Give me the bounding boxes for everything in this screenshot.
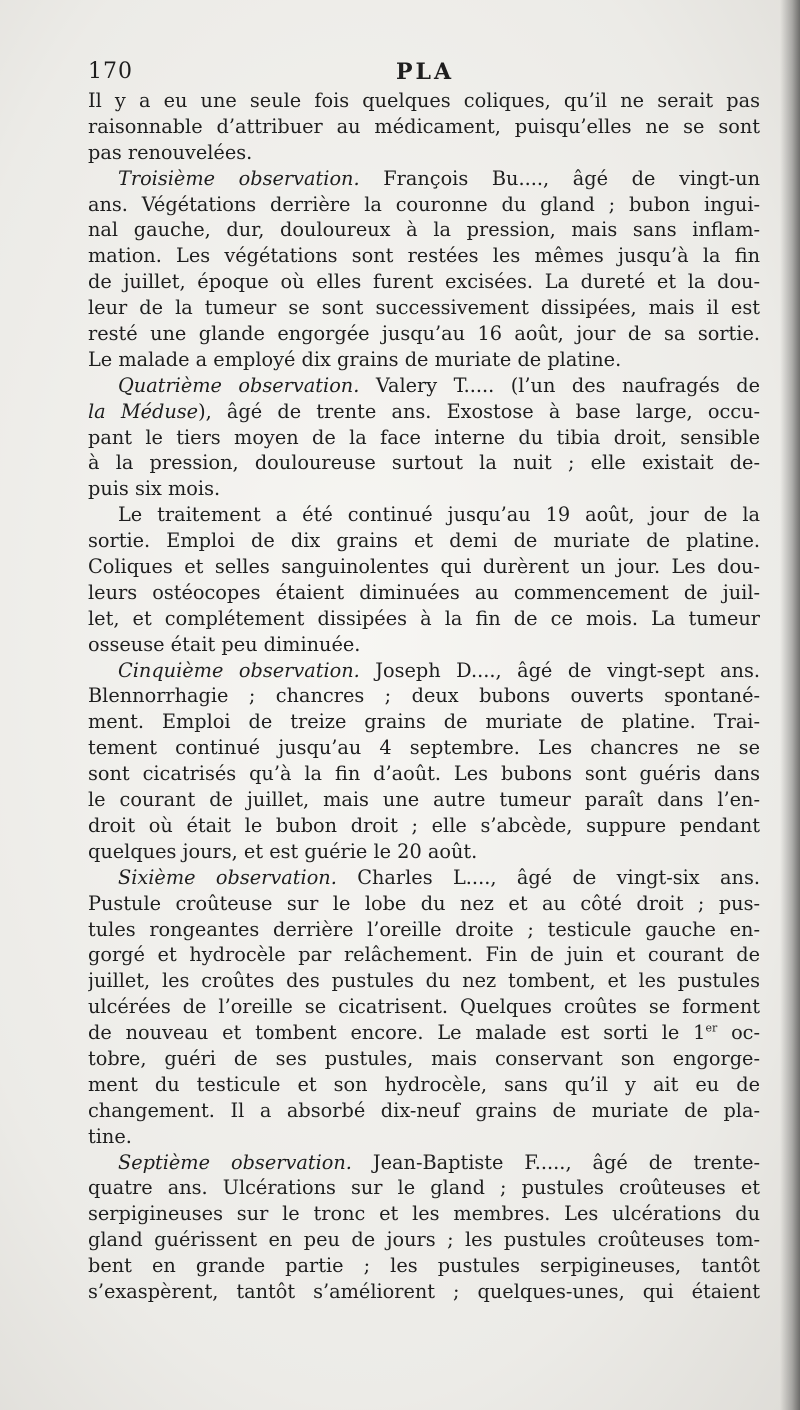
text-line (88, 373, 760, 399)
line-text: gorgé et hydrocèle par relâchement. Fin de juin et courant de (88, 943, 760, 967)
text-line (88, 88, 760, 114)
page-number: 170 (88, 59, 133, 84)
line-text: tine. (88, 1124, 132, 1148)
line-text: Joseph D...., âgé de vingt-sept ans. (359, 658, 760, 682)
text-line (88, 1279, 760, 1305)
text-line (88, 1020, 760, 1046)
line-text: ans. Végétations derrière la couronne du gland ; bubon ingui- (88, 192, 760, 216)
line-text: ), âgé de trente ans. Exostose à base large, occu- (198, 399, 760, 423)
paragraph (88, 865, 760, 1150)
text-line (88, 554, 760, 580)
line-text: resté une glande engorgée jusqu’au 16 août, jour de sa sortie. (88, 322, 760, 346)
line-text: Pustule croûteuse sur le lobe du nez et au côté droit ; pus- (88, 891, 760, 915)
line-text: mation. Les végétations sont restées les mêmes jusqu’à la fin (88, 244, 760, 268)
text-line (88, 166, 760, 192)
line-text: sortie. Emploi de dix grains et demi de muriate de platine. (88, 529, 760, 553)
text-line (88, 632, 760, 658)
text-line (88, 347, 760, 373)
text-line (88, 787, 760, 813)
text-line (88, 1201, 760, 1227)
line-text: puis six mois. (88, 477, 221, 501)
line-text: leurs ostéocopes étaient diminuées au commencement de juil- (88, 580, 760, 604)
line-text: Charles L...., âgé de vingt-six ans. (336, 865, 760, 889)
text-line (88, 813, 760, 839)
observation-heading: Sixième observation. (118, 865, 337, 889)
text-line (88, 735, 760, 761)
line-text: gland guérissent en peu de jours ; les pustules croûteuses tom- (88, 1228, 760, 1252)
text-line (88, 709, 760, 735)
text-line (88, 399, 760, 425)
observation-heading: Cinquième observation. (118, 658, 360, 682)
text-line (88, 1175, 760, 1201)
text-line (88, 450, 760, 476)
paragraph (88, 502, 760, 657)
line-text: juillet, les croûtes des pustules du nez tombent, et les pustules (88, 969, 760, 993)
line-text: pas renouvelées. (88, 140, 253, 164)
line-text: raisonnable d’attribuer au médicament, puisqu’elles ne se sont (88, 114, 760, 138)
text-line (88, 891, 760, 917)
line-text: ulcérées de l’oreille se cicatrisent. Quelques croûtes se forment (88, 995, 760, 1019)
line-text: ment du testicule et son hydrocèle, sans qu’il y ait eu de (88, 1072, 760, 1096)
text-line (88, 425, 760, 451)
running-head: PLA (396, 59, 455, 85)
text-line (88, 114, 760, 140)
line-text: quatre ans. Ulcérations sur le gland ; pustules croûteuses et (88, 1176, 760, 1200)
line-text: Le malade a employé dix grains de muriate de platine. (88, 347, 622, 371)
line-text: bent en grande partie ; les pustules serpigineuses, tantôt (88, 1254, 760, 1278)
line-text: sont cicatrisés qu’à la fin d’août. Les bubons sont guéris dans (88, 762, 760, 786)
line-text: tobre, guéri de ses pustules, mais conservant son engorge- (88, 1046, 760, 1070)
text-line (88, 968, 760, 994)
text-line (88, 1072, 760, 1098)
line-text: ment. Emploi de treize grains de muriate de platine. Trai- (88, 710, 760, 734)
text-line (88, 192, 760, 218)
paragraph (88, 88, 760, 166)
line-text: Valery T..... (l’un des naufragés de (359, 373, 760, 397)
observation-heading: Quatrième observation. (118, 373, 360, 397)
text-line (88, 269, 760, 295)
line-text: tement continué jusqu’au 4 septembre. Les chancres ne se (88, 736, 760, 760)
line-text: tules rongeantes derrière l’oreille droite ; testicule gauche en- (88, 917, 760, 941)
text-line (88, 1098, 760, 1124)
text-line (88, 658, 760, 684)
line-text: serpigineuses sur le tronc et les membres. Les ulcérations du (88, 1202, 760, 1226)
text-line (88, 761, 760, 787)
text-line (88, 502, 760, 528)
line-text: Le traitement a été continué jusqu’au 19 août, jour de la (118, 503, 760, 527)
page-header (88, 57, 760, 87)
paragraph (88, 1150, 760, 1305)
line-text: nal gauche, dur, douloureux à la pression, mais sans inflam- (88, 218, 760, 242)
observation-heading: Troisième observation. (118, 166, 360, 190)
line-text: droit où était le bubon droit ; elle s’abcède, suppure pendant (88, 813, 760, 837)
line-text: François Bu...., âgé de vingt-un (359, 166, 760, 190)
text-line (88, 243, 760, 269)
line-text: leur de la tumeur se sont successivement dissipées, mais il est (88, 296, 760, 320)
observation-heading: Septième observation. (118, 1150, 352, 1174)
line-text: s’exaspèrent, tantôt s’améliorent ; quelques-unes, qui étaient (88, 1279, 760, 1303)
text-line (88, 1046, 760, 1072)
line-text: Jean-Baptiste F....., âgé de trente- (351, 1150, 760, 1174)
text-line (88, 865, 760, 891)
text-line (88, 1227, 760, 1253)
line-text: à la pression, douloureuse surtout la nuit ; elle existait de- (88, 451, 760, 475)
paragraph (88, 373, 760, 502)
line-text: osseuse était peu diminuée. (88, 632, 361, 656)
text-line (88, 140, 760, 166)
text-line (88, 942, 760, 968)
text-line (88, 217, 760, 243)
text-line (88, 994, 760, 1020)
line-text: le courant de juillet, mais une autre tumeur paraît dans l’en- (88, 788, 760, 812)
line-text: pant le tiers moyen de la face interne du tibia droit, sensible (88, 425, 760, 449)
line-text-tail: oc- (717, 1021, 760, 1045)
line-text: Blennorrhagie ; chancres ; deux bubons ouverts spontané- (88, 684, 760, 708)
text-line (88, 606, 760, 632)
line-text: Coliques et selles sanguinolentes qui durèrent un jour. Les dou- (88, 555, 760, 579)
page-edge-shadow (780, 0, 800, 1410)
line-text: let, et complétement dissipées à la fin de ce mois. La tumeur (88, 606, 760, 630)
text-line (88, 683, 760, 709)
text-line (88, 917, 760, 943)
paragraph (88, 166, 760, 373)
text-line (88, 295, 760, 321)
line-text: quelques jours, et est guérie le 20 août. (88, 839, 478, 863)
text-line (88, 528, 760, 554)
superscript: er (705, 1021, 718, 1035)
line-text: de juillet, époque où elles furent excisées. La dureté et la dou- (88, 270, 760, 294)
line-text: de nouveau et tombent encore. Le malade est sorti le 1 (88, 1021, 706, 1045)
observation-heading: la Méduse (88, 399, 199, 423)
text-line (88, 1253, 760, 1279)
text-line (88, 321, 760, 347)
paragraph (88, 658, 760, 865)
text-line (88, 1150, 760, 1176)
text-line (88, 839, 760, 865)
line-text: Il y a eu une seule fois quelques coliques, qu’il ne serait pas (88, 89, 760, 112)
text-line (88, 580, 760, 606)
text-line (88, 1124, 760, 1150)
text-line (88, 476, 760, 502)
line-text: changement. Il a absorbé dix-neuf grains de muriate de pla- (88, 1098, 760, 1122)
body-text (88, 88, 760, 1305)
